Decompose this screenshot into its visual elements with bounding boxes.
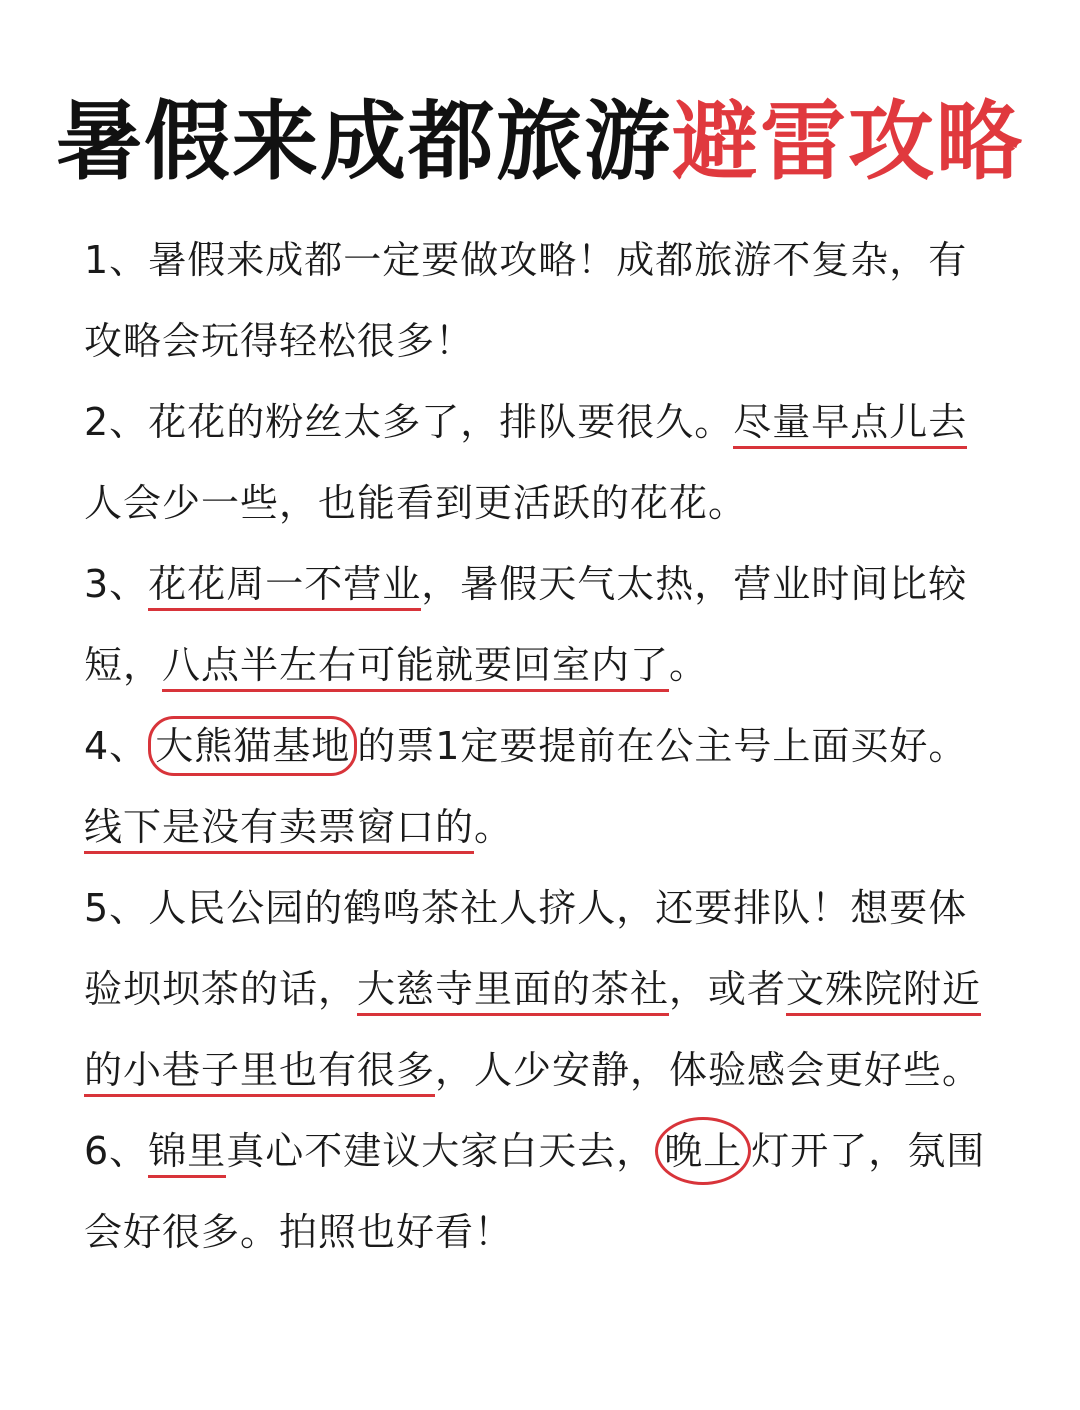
tip-item-1 xyxy=(84,220,1004,382)
tip-underlined-text: 八点半左右可能就要回室内了 xyxy=(162,643,669,692)
tip-item-6 xyxy=(84,1111,1004,1273)
tip-underlined-text: 尽量早点儿去 xyxy=(733,400,967,449)
tip-underlined-text: 花花周一不营业 xyxy=(148,562,421,611)
tip-item-3 xyxy=(84,544,1004,706)
tip-item-2 xyxy=(84,382,1004,544)
page-title xyxy=(0,92,1080,192)
tip-text: 。 xyxy=(474,805,514,849)
tip-underlined-text: 大慈寺里面的茶社 xyxy=(357,967,669,1016)
tip-circled-text: 大熊猫基地 xyxy=(148,716,357,776)
tip-underlined-text: 线下是没有卖票窗口的 xyxy=(84,805,474,854)
tip-text: 。 xyxy=(669,643,709,687)
tip-number: 6、 xyxy=(84,1129,149,1173)
tip-text: 花花的粉丝太多了，排队要很久。 xyxy=(148,400,734,444)
tip-text: ，人少安静，体验感会更好些。 xyxy=(435,1048,982,1092)
tip-underlined-text: 文殊院附近的小巷子里也有很多 xyxy=(84,967,981,1097)
tip-item-4 xyxy=(84,706,1004,868)
tip-circled-text: 晚上 xyxy=(655,1117,751,1185)
tip-number: 1、 xyxy=(84,238,149,282)
tip-text: 灯开了，氛围会好很多。拍照也好看！ xyxy=(84,1129,986,1254)
tip-item-5 xyxy=(84,868,1004,1111)
tip-text: 真心不建议大家白天去， xyxy=(226,1129,656,1173)
tip-text: 人民公园的鹤鸣茶社人挤人，还要排队！想要体验坝坝茶的话， xyxy=(84,886,968,1011)
tip-text: 暑假来成都一定要做攻略！成都旅游不复杂，有攻略会玩得轻松很多！ xyxy=(84,238,968,363)
title-black-part: 暑假来成都旅游 xyxy=(56,92,672,192)
tip-text: 的票1定要提前在公主号上面买好。 xyxy=(357,724,968,768)
tip-text: ，或者 xyxy=(669,967,787,1011)
tips-list xyxy=(84,220,1004,1273)
tip-number: 2、 xyxy=(84,400,149,444)
tip-underlined-text: 锦里 xyxy=(148,1129,226,1178)
title-red-part: 避雷攻略 xyxy=(672,92,1024,192)
tip-text: ，暑假天气太热，营业时间比较短， xyxy=(84,562,968,687)
tip-text: 人会少一些，也能看到更活跃的花花。 xyxy=(84,481,748,525)
tip-number: 5、 xyxy=(84,886,149,930)
tip-number: 4、 xyxy=(84,724,149,768)
tip-number: 3、 xyxy=(84,562,149,606)
